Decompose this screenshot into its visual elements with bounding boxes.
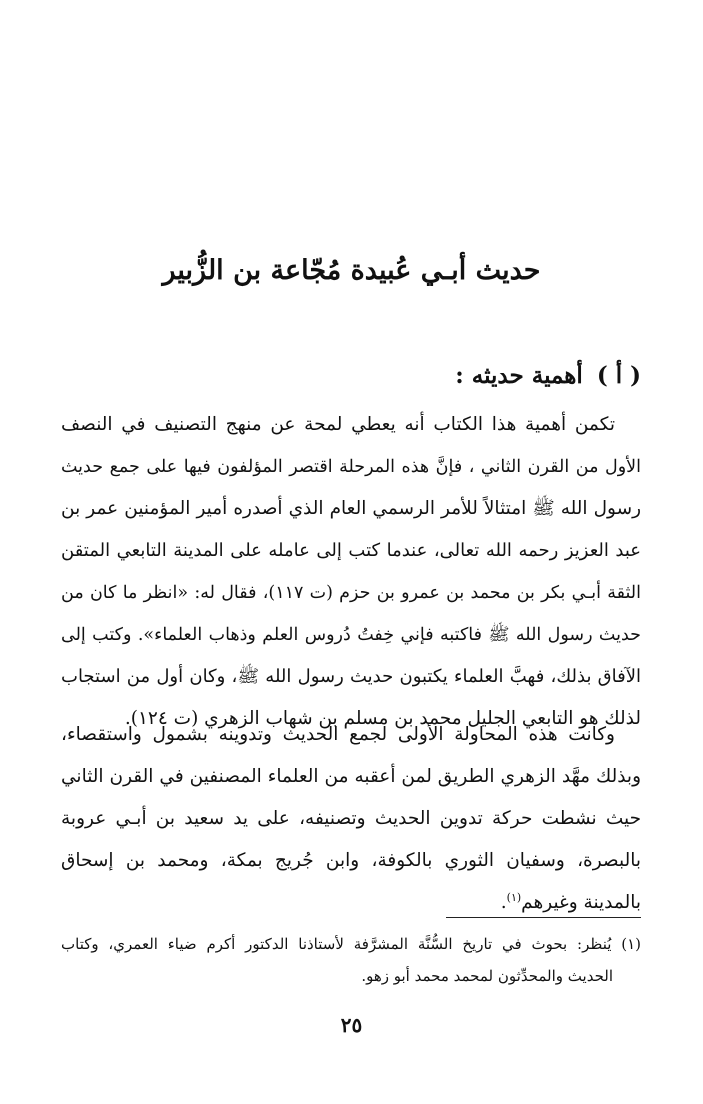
text-line-content: بالمدينة وغيرهم (521, 892, 641, 913)
sentence-end: . (500, 892, 507, 913)
text-line: بالبصرة، وسفيان الثوري بالكوفة، وابن جُريج بمكة، ومحمد بن إسحاق (61, 850, 641, 871)
chapter-title: حديث أبـي عُبيدة مُجّاعة بن الزُّبير (162, 255, 541, 286)
text-line: حيث نشطت حركة تدوين الحديث وتصنيفه، على يد سعيد بن أبـي عروبة (61, 808, 641, 829)
footnote-line: الحديث والمحدِّثون لمحمد محمد أبو زهو. (361, 967, 613, 985)
paragraph-2 (61, 714, 641, 924)
text-line: عبد العزيز رحمه الله تعالى، عندما كتب إلى عامله على المدينة التابعي المتقن (61, 540, 641, 561)
footnote (61, 928, 641, 992)
text-line: وكانت هذه المحاولة الأولى لجمع الحديث وتدوينه بشمول واستقصاء، (61, 724, 615, 745)
footnote-divider (446, 917, 641, 918)
text-line: حديث رسول الله ﷺ فاكتبه فإني خِفتُ دُروس العلم وذهاب العلماء». وكتب إلى (61, 625, 641, 645)
text-line: رسول الله ﷺ امتثالاً للأمر الرسمي العام الذي أصدره أمير المؤمنين عمر بن (61, 498, 641, 519)
text-line: تكمن أهمية هذا الكتاب أنه يعطي لمحة عن منهج التصنيف في النصف (61, 414, 615, 435)
footnote-marker: (١) (506, 890, 522, 904)
page-number: ٢٥ (340, 1013, 363, 1037)
section-heading-text: أهمية حديثه : (455, 362, 583, 389)
text-line: الآفاق بذلك، فهبَّ العلماء يكتبون حديث رسول الله ﷺ، وكان أول من استجاب (61, 666, 641, 687)
text-line: وبذلك مهَّد الزهري الطريق لمن أعقبه من العلماء المصنفين في القرن الثاني (61, 766, 641, 787)
section-number: ( أ ) (596, 362, 641, 389)
paragraph-1 (61, 404, 641, 740)
text-line: لذلك هو التابعي الجليل محمد بن مسلم بن شهاب الزهري (ت ١٢٤). (124, 708, 641, 729)
footnote-line: (١) يُنظر: بحوث في تاريخ السُّنَّة المشرَّفة لأستاذنا الدكتور أكرم ضياء العمري، وكتاب (61, 935, 641, 953)
text-line: الثقة أبـي بكر بن محمد بن عمرو بن حزم (ت ١١٧)، فقال له: «انظر ما كان من (61, 583, 641, 603)
section-heading (455, 356, 641, 396)
text-line: الأول من القرن الثاني ، فإنَّ هذه المرحلة اقتصر المؤلفون فيها على جمع حديث (61, 457, 641, 477)
